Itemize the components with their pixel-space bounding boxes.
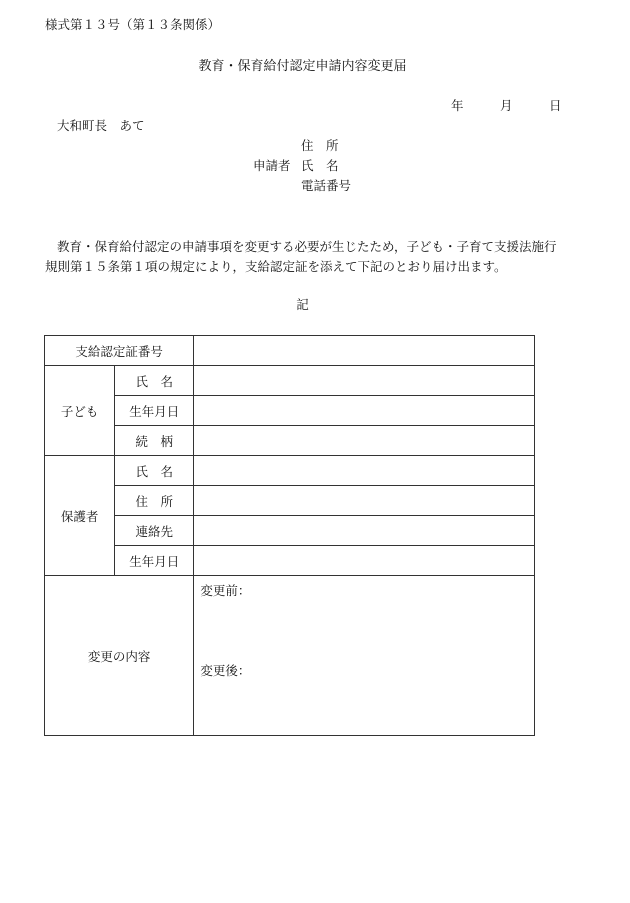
child-relationship-label: 続 柄 xyxy=(115,426,194,456)
cert-number-label: 支給認定証番号 xyxy=(45,336,194,366)
cert-number-field[interactable] xyxy=(194,336,535,366)
guardian-address-label: 住 所 xyxy=(115,486,194,516)
table-row xyxy=(45,546,535,576)
applicant-phone-label: 電話番号 xyxy=(301,178,352,193)
change-after-label: 変更後： xyxy=(200,663,251,678)
table-row xyxy=(45,396,535,426)
applicant-name-label: 氏 名 xyxy=(301,158,339,173)
guardian-birthdate-label: 生年月日 xyxy=(115,546,194,576)
change-form-table xyxy=(44,335,535,736)
ki-heading: 記 xyxy=(296,297,309,312)
document-title: 教育・保育給付認定申請内容変更届 xyxy=(198,59,407,74)
guardian-group-label: 保護者 xyxy=(45,456,115,576)
date-month-label: 月 xyxy=(500,98,513,113)
table-row xyxy=(45,516,535,546)
table-row xyxy=(45,576,535,736)
guardian-birthdate-field[interactable] xyxy=(194,546,535,576)
date-day-label: 日 xyxy=(549,98,562,113)
body-paragraph: 教育・保育給付認定の申請事項を変更する必要が生じたため，子ども・子育て支援法施行規則第１５条第１項の規定により，支給認定証を添えて下記のとおり届け出ます。 xyxy=(45,239,557,274)
date-year-label: 年 xyxy=(451,98,464,113)
guardian-contact-label: 連絡先 xyxy=(115,516,194,546)
table-row xyxy=(45,456,535,486)
change-before-label: 変更前： xyxy=(200,583,251,598)
table-row xyxy=(45,426,535,456)
addressee: 大和町長 あて xyxy=(57,118,145,133)
table-row xyxy=(45,486,535,516)
table-row xyxy=(45,366,535,396)
table-row xyxy=(45,336,535,366)
guardian-contact-field[interactable] xyxy=(194,516,535,546)
form-number: 様式第１３号（第１３条関係） xyxy=(45,17,221,32)
guardian-name-field[interactable] xyxy=(194,456,535,486)
applicant-address-label: 住 所 xyxy=(301,138,339,153)
child-name-field[interactable] xyxy=(194,366,535,396)
change-content-label: 変更の内容 xyxy=(45,576,194,736)
guardian-address-field[interactable] xyxy=(194,486,535,516)
applicant-label: 申請者 xyxy=(253,158,291,173)
guardian-name-label: 氏 名 xyxy=(115,456,194,486)
change-content-field[interactable] xyxy=(194,576,535,736)
child-relationship-field[interactable] xyxy=(194,426,535,456)
child-birthdate-field[interactable] xyxy=(194,396,535,426)
child-name-label: 氏 名 xyxy=(115,366,194,396)
child-birthdate-label: 生年月日 xyxy=(115,396,194,426)
child-group-label: 子ども xyxy=(45,366,115,456)
